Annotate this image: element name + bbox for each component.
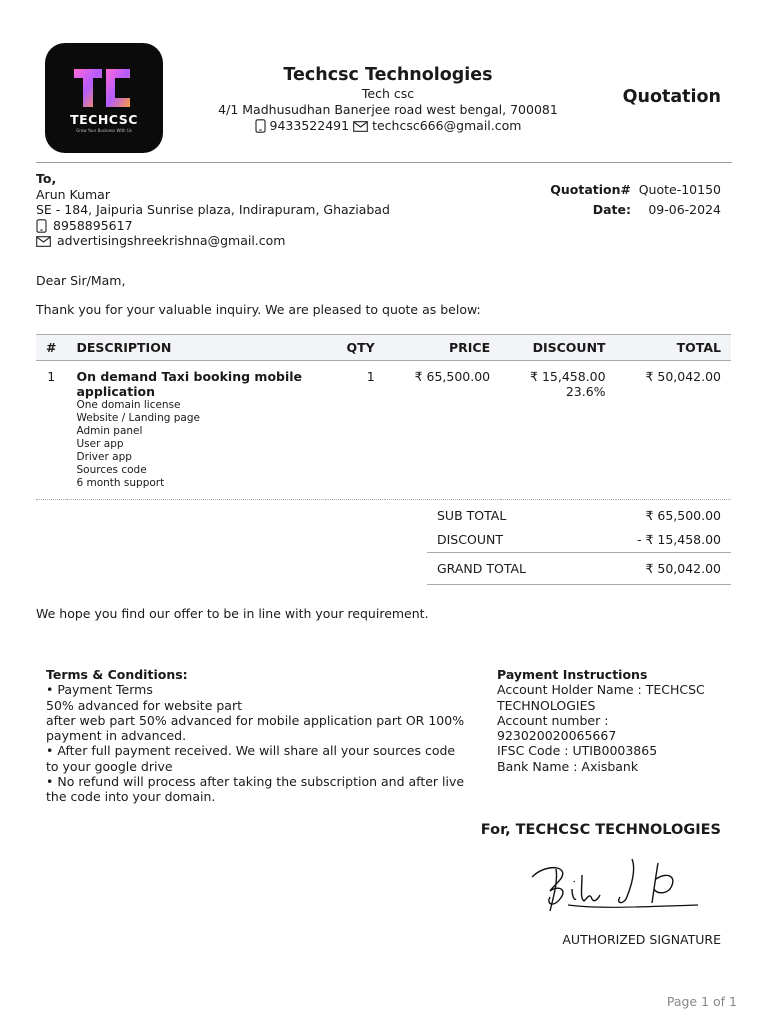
item-detail: Sources code	[76, 464, 147, 476]
header-total: TOTAL	[616, 335, 731, 361]
quote-number-label: Quotation#	[550, 182, 631, 197]
totals-block	[427, 503, 731, 585]
item-detail: Admin panel	[76, 425, 143, 437]
terms-block	[46, 667, 471, 805]
item-detail: 6 month support	[76, 477, 165, 489]
intro-text: Thank you for your valuable inquiry. We are pleased to quote as below:	[36, 302, 481, 317]
terms-line: • Payment Terms	[46, 682, 153, 698]
row-discount-percent: 23.6%	[565, 384, 606, 399]
discount-row	[427, 528, 731, 553]
row-discount-amount: ₹ 15,458.00	[530, 369, 606, 384]
header-divider	[36, 162, 732, 163]
grand-total-row	[427, 552, 731, 585]
company-subname: Tech csc	[361, 86, 415, 101]
payment-line: Bank Name : Axisbank	[497, 758, 639, 774]
row-price: ₹ 65,500.00	[385, 361, 500, 500]
phone-icon	[255, 119, 266, 133]
payment-line: Account Holder Name : TECHCSC TECHNOLOGIES	[497, 682, 705, 713]
item-detail: Driver app	[76, 451, 132, 463]
greeting: Dear Sir/Mam,	[36, 273, 126, 288]
item-detail: Website / Landing page	[76, 412, 200, 424]
closing-text: We hope you find our offer to be in line with your requirement.	[36, 606, 429, 621]
payment-block	[497, 667, 722, 774]
terms-line: after web part 50% advanced for mobile application part OR 100% payment in advanced.	[46, 712, 465, 744]
for-company: For, TECHCSC TECHNOLOGIES	[480, 822, 721, 838]
header-num: #	[36, 335, 66, 361]
company-name: Techcsc Technologies	[283, 65, 493, 85]
payment-line: IFSC Code : UTIB0003865	[497, 743, 658, 759]
recipient-email-line	[36, 233, 390, 249]
header-description: DESCRIPTION	[66, 335, 326, 361]
recipient-phone[interactable]: 8958895617	[53, 217, 133, 233]
recipient-label: To,	[36, 171, 57, 186]
header-discount: DISCOUNT	[500, 335, 615, 361]
recipient-email[interactable]: advertisingshreekrishna@gmail.com	[57, 233, 286, 249]
phone-icon	[36, 219, 47, 233]
recipient-address: SE - 184, Jaipuria Sunrise plaza, Indirapuram, Ghaziabad	[36, 202, 390, 218]
grand-total-label: GRAND TOTAL	[437, 561, 527, 576]
terms-heading: Terms & Conditions:	[46, 667, 188, 682]
document-title: Quotation	[622, 87, 721, 107]
subtotal-row	[427, 503, 731, 528]
company-contact	[200, 118, 576, 134]
company-address: 4/1 Madhusudhan Banerjee road west bengal, 700081	[218, 102, 558, 117]
row-num: 1	[36, 361, 66, 500]
header-price: PRICE	[385, 335, 500, 361]
terms-line: • After full payment received. We will share all your sources code to your google drive	[46, 743, 456, 774]
table-row	[36, 361, 731, 500]
grand-total-value: ₹ 50,042.00	[645, 561, 721, 576]
row-discount	[500, 361, 615, 500]
company-logo	[45, 43, 163, 153]
company-phone[interactable]: 9433522491	[269, 118, 350, 133]
recipient-phone-line	[36, 218, 390, 234]
quote-meta	[521, 180, 721, 220]
company-email[interactable]: techcsc666@gmail.com	[372, 118, 522, 133]
item-title: On demand Taxi booking mobile application	[76, 369, 303, 399]
subtotal-label: SUB TOTAL	[437, 507, 507, 523]
recipient-name: Arun Kumar	[36, 186, 110, 202]
logo-tagline: Grow Your Business With Us	[76, 128, 132, 133]
payment-line: Account number : 923020020065667	[497, 712, 617, 744]
discount-value: - ₹ 15,458.00	[636, 532, 721, 548]
company-header	[200, 64, 576, 134]
header-qty: QTY	[326, 335, 384, 361]
signature-image	[528, 855, 703, 917]
quote-number-value: Quote-10150	[638, 182, 721, 197]
payment-heading: Payment Instructions	[497, 667, 648, 682]
table-header-row	[36, 335, 731, 361]
terms-line: 50% advanced for website part	[46, 697, 242, 713]
date-label: Date:	[592, 202, 631, 217]
discount-label: DISCOUNT	[437, 532, 503, 548]
terms-line: • No refund will process after taking the subscription and after live the code into your domain.	[46, 774, 465, 805]
email-icon	[36, 236, 51, 247]
row-qty: 1	[326, 361, 384, 500]
subtotal-value: ₹ 65,500.00	[645, 507, 721, 523]
recipient-block	[36, 171, 390, 249]
logo-icon	[72, 67, 136, 109]
row-description	[66, 361, 326, 500]
item-detail: One domain license	[76, 399, 181, 411]
email-icon	[353, 121, 368, 132]
page-number: Page 1 of 1	[666, 994, 737, 1009]
authorized-signature-label: AUTHORIZED SIGNATURE	[562, 932, 721, 947]
item-detail: User app	[76, 438, 124, 450]
row-total: ₹ 50,042.00	[616, 361, 731, 500]
logo-wordmark: TECHCSC	[70, 112, 138, 127]
date-value: 09-06-2024	[648, 202, 721, 217]
items-table	[36, 334, 731, 500]
